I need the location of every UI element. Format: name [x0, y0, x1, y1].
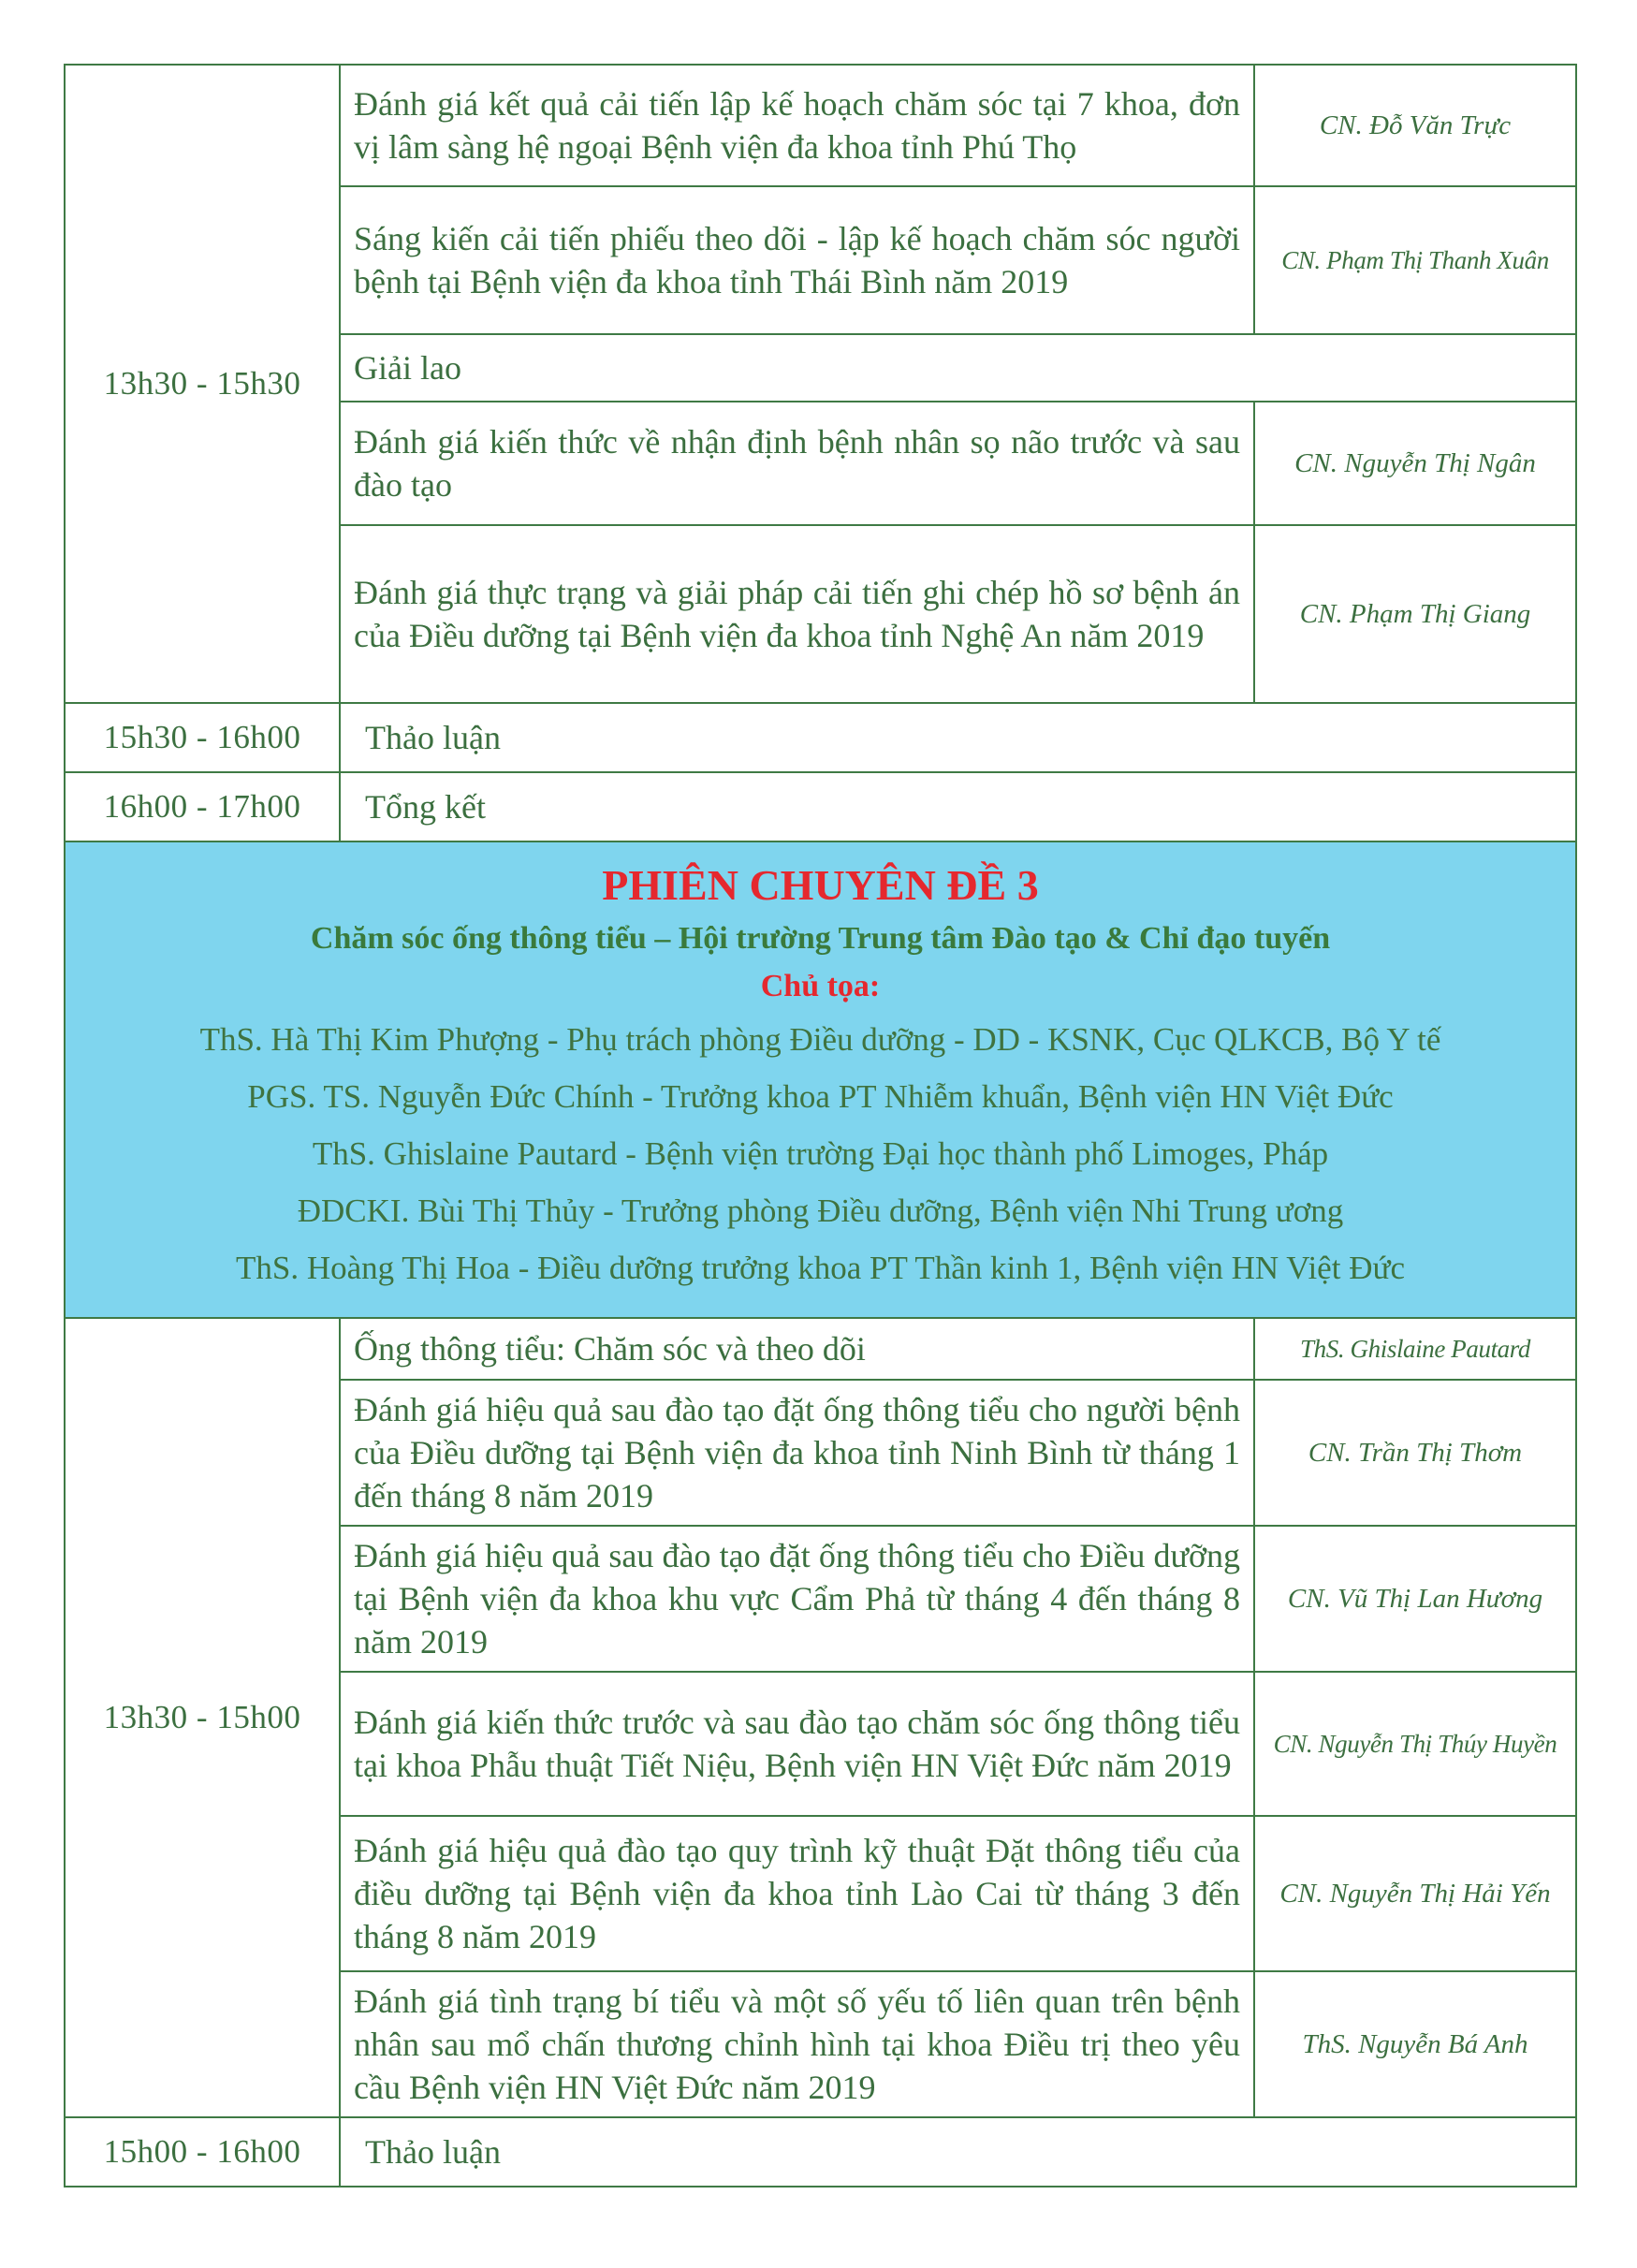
speaker-name: CN. Phạm Thị Giang [1254, 525, 1576, 703]
talk-title: Đánh giá kết quả cải tiến lập kế hoạch chăm sóc tại 7 khoa, đơn vị lâm sàng hệ ngoại Bệnh viện đa khoa tỉnh Phú Thọ [340, 65, 1254, 186]
speaker-name: CN. Nguyễn Thị Hải Yến [1254, 1816, 1576, 1971]
speaker-name: CN. Đỗ Văn Trực [1254, 65, 1576, 186]
talk-title: Sáng kiến cải tiến phiếu theo dõi - lập kế hoạch chăm sóc người bệnh tại Bệnh viện đa khoa tỉnh Thái Bình năm 2019 [340, 186, 1254, 334]
session-header [64, 842, 1577, 1317]
speaker-name: ThS. Ghislaine Pautard [1254, 1318, 1576, 1380]
session-subtitle: Chăm sóc ống thông tiểu – Hội trường Trung tâm Đào tạo & Chỉ đạo tuyến [310, 921, 1331, 956]
talk-title: Ống thông tiểu: Chăm sóc và theo dõi [340, 1318, 1254, 1380]
chair-person: ĐDCKI. Bùi Thị Thủy - Trưởng phòng Điều dưỡng, Bệnh viện Nhi Trung ương [297, 1193, 1344, 1229]
speaker-name: CN. Trần Thị Thơm [1254, 1380, 1576, 1526]
talk-title: Đánh giá hiệu quả sau đào tạo đặt ống thông tiểu cho người bệnh của Điều dưỡng tại Bệnh viện đa khoa tỉnh Ninh Bình từ tháng 1 đến tháng 8 năm 2019 [340, 1380, 1254, 1526]
chair-person: PGS. TS. Nguyễn Đức Chính - Trưởng khoa PT Nhiễm khuẩn, Bệnh viện HN Việt Đức [247, 1078, 1394, 1115]
speaker-name: CN. Phạm Thị Thanh Xuân [1254, 186, 1576, 334]
table-row [65, 1318, 1576, 1380]
table-row [65, 703, 1576, 772]
chair-person: ThS. Hoàng Thị Hoa - Điều dưỡng trưởng khoa PT Thần kinh 1, Bệnh viện HN Việt Đức [236, 1250, 1405, 1286]
chair-person: ThS. Hà Thị Kim Phượng - Phụ trách phòng Điều dưỡng - DD - KSNK, Cục QLKCB, Bộ Y tế [199, 1021, 1441, 1058]
speaker-name: ThS. Nguyễn Bá Anh [1254, 1971, 1576, 2117]
table-row [65, 65, 1576, 186]
program-page [64, 64, 1577, 2188]
talk-title: Đánh giá kiến thức về nhận định bệnh nhân sọ não trước và sau đào tạo [340, 402, 1254, 525]
chair-person: ThS. Ghislaine Pautard - Bệnh viện trường Đại học thành phố Limoges, Pháp [312, 1135, 1329, 1172]
speaker-name: CN. Nguyễn Thị Thúy Huyền [1254, 1672, 1576, 1816]
talk-title: Đánh giá tình trạng bí tiểu và một số yếu tố liên quan trên bệnh nhân sau mổ chấn thương chỉnh hình tại khoa Điều trị theo yêu cầu Bệnh viện HN Việt Đức năm 2019 [340, 1971, 1254, 2117]
session-title: PHIÊN CHUYÊN ĐỀ 3 [602, 861, 1039, 909]
time-slot: 15h30 - 16h00 [65, 703, 340, 772]
talk-title: Đánh giá thực trạng và giải pháp cải tiến ghi chép hồ sơ bệnh án của Điều dưỡng tại Bệnh viện đa khoa tỉnh Nghệ An năm 2019 [340, 525, 1254, 703]
discussion-label: Thảo luận [340, 703, 1576, 772]
schedule-table-top [64, 64, 1577, 842]
chair-label: Chủ tọa: [760, 969, 881, 1003]
table-row [65, 2117, 1576, 2187]
time-slot: 13h30 - 15h00 [65, 1318, 340, 2117]
time-slot: 16h00 - 17h00 [65, 772, 340, 841]
time-slot: 15h00 - 16h00 [65, 2117, 340, 2187]
table-row [65, 772, 1576, 841]
speaker-name: CN. Vũ Thị Lan Hương [1254, 1526, 1576, 1672]
summary-label: Tổng kết [340, 772, 1576, 841]
talk-title: Đánh giá hiệu quả đào tạo quy trình kỹ thuật Đặt thông tiểu của điều dưỡng tại Bệnh viện đa khoa tỉnh Lào Cai từ tháng 3 đến tháng 8 năm 2019 [340, 1816, 1254, 1971]
discussion-label: Thảo luận [340, 2117, 1576, 2187]
talk-title: Đánh giá kiến thức trước và sau đào tạo chăm sóc ống thông tiểu tại khoa Phẫu thuật Tiết Niệu, Bệnh viện HN Việt Đức năm 2019 [340, 1672, 1254, 1816]
schedule-table-bottom [64, 1317, 1577, 2188]
break-label: Giải lao [340, 334, 1576, 402]
speaker-name: CN. Nguyễn Thị Ngân [1254, 402, 1576, 525]
time-slot: 13h30 - 15h30 [65, 65, 340, 703]
talk-title: Đánh giá hiệu quả sau đào tạo đặt ống thông tiểu cho Điều dưỡng tại Bệnh viện đa khoa khu vực Cẩm Phả từ tháng 4 đến tháng 8 năm 2019 [340, 1526, 1254, 1672]
